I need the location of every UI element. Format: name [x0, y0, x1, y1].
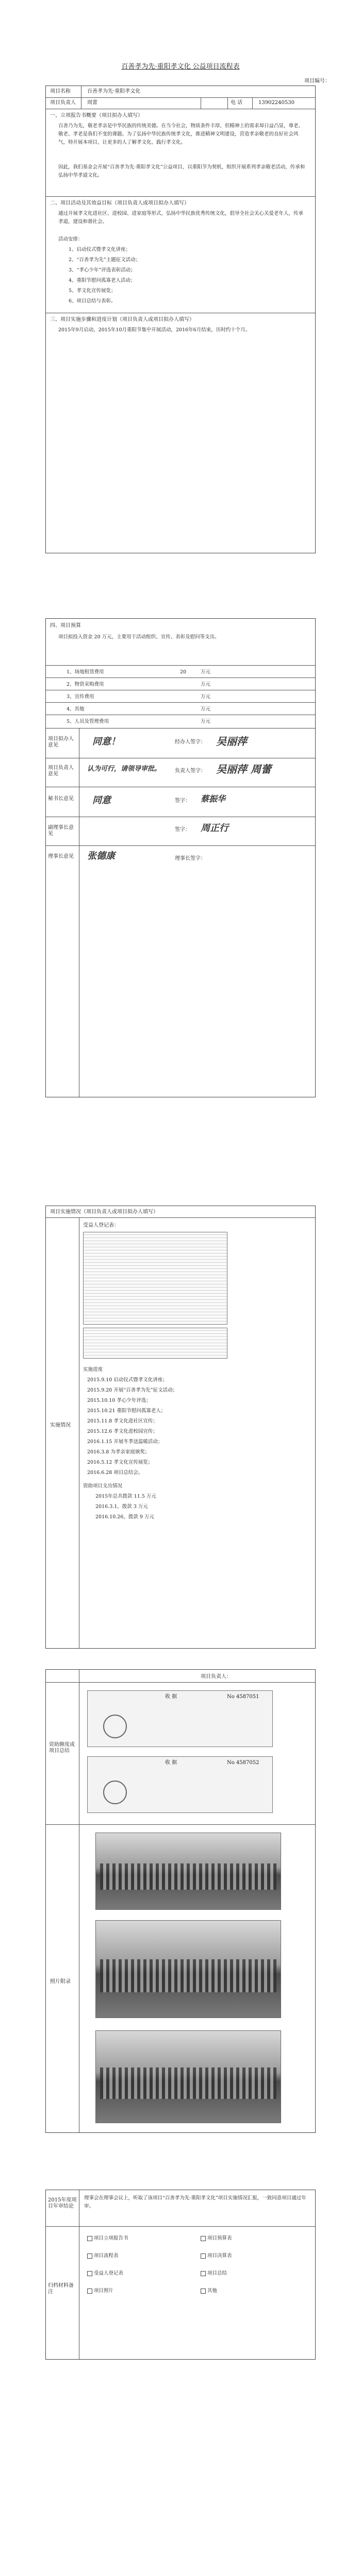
archive-item: [87, 2234, 128, 2243]
budget-row-label: 3、宣传费用: [67, 694, 94, 700]
budget-row-label: 1、场地租赁费用: [67, 669, 104, 675]
archive-item-label: 项目预算表: [207, 2235, 232, 2241]
section-2-item: 1、启动仪式暨孝文化讲座；: [69, 247, 131, 252]
approval-opinion: 认为可行，请领导审批。: [87, 765, 161, 773]
progress-step: 2016.3.8 为孝亲家庭颁奖；: [87, 1449, 150, 1455]
group-photo: [95, 1833, 281, 1910]
funds-item: 2015年总共拨款 11.5 万元: [95, 1494, 156, 1499]
review-table: [45, 2190, 316, 2360]
photos-label: 照片附录: [50, 1979, 71, 1985]
budget-row-unit: 万元: [201, 694, 211, 700]
beneficiary-table-caption: 受益人登记表：: [83, 1223, 119, 1228]
progress-step: 2016.5.12 孝文化宣传展览；: [87, 1460, 153, 1465]
approval-signature: 吴丽萍 周蕾: [216, 763, 271, 775]
funds-title: 资助项目支出情况: [83, 1483, 123, 1489]
section-3-title: 三、项目实施步骤和进度计划（项目负责人或项目拟办人填写）: [50, 317, 194, 323]
checkbox[interactable]: [87, 2289, 92, 2294]
group-photo: [95, 1920, 281, 2018]
approval-label: 项目拟办人意见: [48, 736, 74, 748]
budget-row-unit: 万元: [201, 719, 211, 724]
section-1-para-1: 百善乃为先，敬老孝亲是中华民族的传统美德。在当今社会，物质条件丰厚，但精神上的需求却日益凸显，尊老、敬老、孝老是我们不变的课题。为了弘扬中华民族传统孝文化，推进精神文明建设，营造孝亲敬老的良好社会风气，特开展本项目，让更多的人了解孝文化、践行孝文化。: [58, 123, 304, 145]
budget-row-unit: 万元: [201, 682, 211, 687]
archive-item: [201, 2269, 227, 2278]
group-photo: [95, 2030, 281, 2123]
phone-label: 电 话: [231, 100, 243, 106]
progress-title: 实施进度: [83, 1367, 103, 1372]
section-2-item: 6、项目总结与表彰。: [69, 298, 116, 304]
implementation-table: [45, 1206, 316, 1649]
budget-row-unit: 万元: [201, 669, 211, 675]
progress-step: 2015.12.6 孝文化进校园宣传；: [87, 1429, 158, 1434]
archive-item-label: 受益人登记表: [94, 2270, 124, 2276]
checkbox[interactable]: [201, 2271, 206, 2276]
section-2-title: 二、项目活动及其效益目标（项目负责人或项目拟办人填写）: [50, 200, 189, 206]
archive-item-label: 项目决算表: [207, 2253, 232, 2259]
budget-row-label: 5、人员及管理费用: [67, 719, 109, 724]
checkbox[interactable]: [87, 2271, 92, 2276]
beneficiary-table-image: [83, 1232, 227, 1325]
budget-approval-table: [45, 618, 316, 1097]
progress-step: 2015.10.21 重阳节慰问孤寡老人；: [87, 1408, 166, 1414]
voucher-photo-table: [45, 1669, 316, 2133]
checkbox[interactable]: [201, 2253, 206, 2259]
archive-item-label: 项目总结: [207, 2270, 227, 2276]
approval-sign-label: 经办人签字：: [175, 739, 206, 745]
phone-value: 13902240530: [258, 100, 294, 106]
receipt-title: 收 据: [165, 1694, 177, 1700]
review-text: 理事会在理事会议上，听取了该项目“百善孝为先·重阳孝文化”项目实施情况汇报，一致同意项目通过年审。: [84, 2195, 306, 2209]
info-table: [45, 86, 316, 553]
receipt-image: [87, 1690, 273, 1747]
section-1-para-2: 因此，我们基金会开展“百善孝为先·重阳孝文化”公益项目，以重阳节为契机，组织开展系列孝亲敬老活动，传承和弘扬中华孝道文化。: [58, 164, 305, 178]
section-2-item: 3、“孝心少年”评选表彰活动；: [69, 267, 136, 273]
section-4-title: 四、项目预算: [50, 623, 81, 629]
archive-item: [87, 2269, 123, 2278]
budget-row-label: 2、物资采购费用: [67, 682, 104, 687]
page-5: [0, 2190, 361, 2499]
archive-item-label: 项目照片: [94, 2288, 114, 2294]
progress-step: 2015.10.10 孝心少年评选；: [87, 1398, 151, 1403]
approval-sign-label: 签字：: [175, 827, 190, 833]
progress-step: 2015.9.10 启动仪式暨孝文化讲座；: [87, 1377, 168, 1383]
page-4: [0, 1669, 361, 2184]
page-1: [0, 0, 361, 567]
voucher-header-label: 项目负责人：: [201, 1674, 232, 1680]
leader-value: 周蕾: [87, 100, 97, 106]
implementation-label: 实施情况: [50, 1422, 71, 1428]
approval-label: 理事长意见: [48, 854, 74, 859]
checkbox[interactable]: [87, 2236, 92, 2241]
project-name-label: 项目名称: [50, 89, 71, 94]
progress-step: 2016.6.28 项目总结会。: [87, 1470, 143, 1476]
checkbox[interactable]: [201, 2289, 206, 2294]
funds-item: 2016.10.26，拨款 9 万元: [95, 1514, 154, 1520]
seal-stamp: [103, 1715, 127, 1738]
receipt-title: 收 据: [165, 1760, 177, 1766]
approval-signature: 蔡振华: [201, 794, 226, 804]
archive-item: [87, 2287, 113, 2295]
approval-signature: 周正行: [201, 823, 228, 834]
approval-opinion: 同意: [92, 795, 111, 806]
approval-signature: 吴丽萍: [216, 735, 247, 748]
archive-item-label: 项目立项报告书: [94, 2235, 128, 2241]
approval-opinion: 张德康: [87, 851, 115, 861]
section-2-item: 5、孝文化宣传展览；: [69, 288, 116, 294]
archive-item-label: 项目流程表: [94, 2253, 119, 2259]
review-label: 2015年度项目年审结论: [48, 2197, 77, 2209]
archive-item: [201, 2287, 217, 2295]
page-3: [0, 1195, 361, 1659]
progress-step: 2015.11.8 孝文化进社区宣传；: [87, 1418, 158, 1424]
implementation-title: 项目实施情况（项目负责人或项目拟办人填写）: [50, 1209, 158, 1215]
section-2-items-label: 活动安排：: [58, 236, 83, 242]
progress-step: 2016.1.15 开展冬季送温暖活动；: [87, 1439, 163, 1445]
checkbox[interactable]: [201, 2236, 206, 2241]
receipt-image: [87, 1756, 273, 1813]
approval-sign-label: 签字：: [175, 798, 190, 804]
budget-row-label: 4、其他: [67, 706, 85, 712]
section-3-para: 2015年9月启动，2015年10月重阳节集中开展活动，2016年6月结束，历时约十个月。: [58, 327, 251, 333]
project-name-value: 百善孝为先·重阳孝文化: [87, 89, 141, 94]
approval-opinion: 同意！: [92, 736, 120, 747]
seal-stamp: [103, 1781, 127, 1804]
archive-item: [87, 2252, 119, 2260]
section-2-para: 通过开展孝文化进社区、进校园、进家庭等形式，弘扬中华民族优秀传统文化，倡导全社会关心关爱老年人，传承孝道，建设和谐社会。: [58, 211, 304, 225]
voucher-label: 资助额度或项目总结: [49, 1742, 75, 1754]
leader-label: 项目负责人: [50, 100, 76, 106]
approval-label: 项目负责人意见: [48, 765, 74, 777]
checkbox[interactable]: [87, 2253, 92, 2259]
archive-label: 归档材料备注: [48, 2283, 74, 2295]
approval-label: 秘书长意见: [48, 796, 74, 802]
archive-item-label: 其他: [207, 2288, 218, 2294]
approval-sign-label: 理事长签字：: [175, 856, 206, 861]
receipt-number: No 4587052: [227, 1760, 259, 1766]
budget-row-value: 20: [180, 669, 187, 675]
section-2-item: 2、“百善孝为先”主题征文活动；: [69, 257, 141, 263]
approval-label: 副理事长意见: [48, 825, 74, 837]
funds-item: 2016.3.1，拨款 3 万元: [95, 1504, 148, 1510]
receipt-number: No 4587051: [227, 1694, 259, 1700]
project-number-label: 项目编号：: [304, 78, 330, 84]
page-title: 百善孝为先·重阳孝文化 公益项目流程表: [121, 63, 240, 71]
archive-item: [201, 2252, 232, 2260]
section-4-para: 项目拟投入资金 20 万元，主要用于活动组织、宣传、表彰及慰问等支出。: [58, 634, 220, 640]
section-1-title: 一、立项报告书概要（项目拟办人填写）: [50, 113, 143, 118]
beneficiary-table-image: [83, 1328, 227, 1359]
section-2-item: 4、重阳节慰问孤寡老人活动；: [69, 278, 136, 283]
approval-sign-label: 负责人签字：: [175, 768, 206, 774]
progress-step: 2015.9.20 开展“百善孝为先”征文活动；: [87, 1387, 178, 1393]
budget-row-unit: 万元: [201, 706, 211, 712]
archive-item: [201, 2234, 232, 2243]
page-2: [0, 608, 361, 1123]
